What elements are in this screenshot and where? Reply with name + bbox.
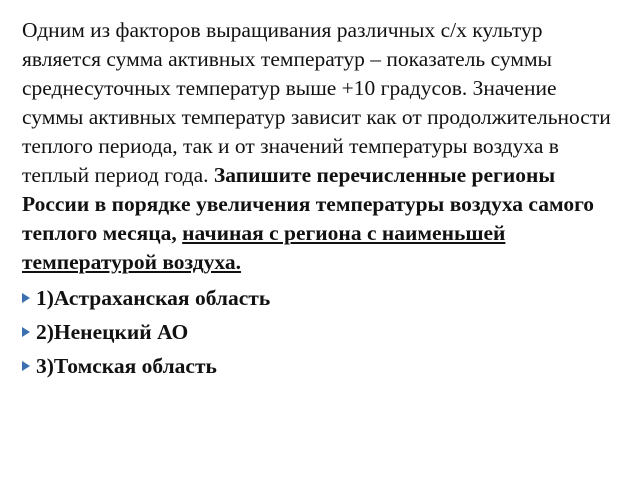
- list-item: [22, 283, 622, 313]
- bullet-triangle-icon: [22, 293, 30, 303]
- text-block: [22, 16, 622, 385]
- list-item: [22, 351, 622, 381]
- list-item-label: 3)Томская область: [36, 354, 217, 378]
- region-list: [22, 283, 622, 381]
- paragraph-bold-instruction: Запишите перечисленные регионы России в порядке увеличения температуры воздуха самого теплого месяца,: [22, 163, 595, 245]
- paragraph-underlined-instruction: начиная с региона с наименьшей температурой воздуха.: [22, 221, 506, 274]
- list-item-label: 1)Астраханская область: [36, 286, 271, 310]
- task-paragraph: [22, 16, 622, 277]
- bullet-triangle-icon: [22, 361, 30, 371]
- list-item: [22, 317, 622, 347]
- paragraph-regular-text: Одним из факторов выращивания различных с/х культур является сумма активных температур – показатель суммы среднесуточных температур выше +10 градусов. Значение суммы активных температур зависит как от продолжительности теплого периода, так и от значений температуры воздуха в теплый период года.: [22, 18, 611, 187]
- list-item-label: 2)Ненецкий АО: [36, 320, 189, 344]
- bullet-triangle-icon: [22, 327, 30, 337]
